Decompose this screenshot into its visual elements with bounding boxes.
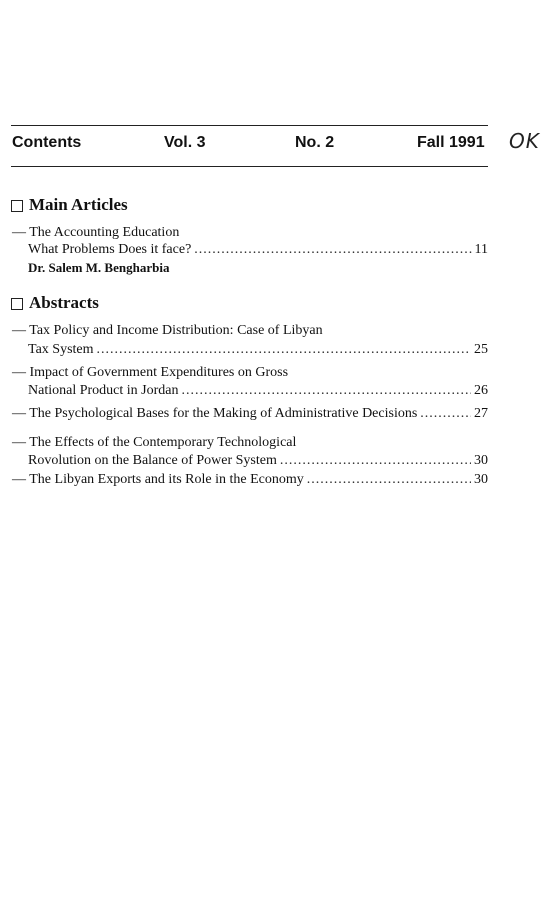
- toc-entry-line[interactable]: [28, 452, 488, 470]
- abstracts-heading: [11, 292, 99, 314]
- toc-entry-line[interactable]: [28, 241, 488, 259]
- abstracts-heading-text: Abstracts: [29, 293, 99, 312]
- leader-dots: [420, 405, 471, 423]
- number-label: No. 2: [295, 134, 335, 151]
- toc-entry-text: — The Libyan Exports and its Role in the Economy: [12, 472, 304, 487]
- checkbox-square-icon: [11, 200, 23, 212]
- header-bottom-rule: [11, 166, 488, 167]
- toc-entry-text: Tax System: [28, 342, 94, 357]
- leader-dots: [307, 471, 471, 489]
- toc-entry-text: National Product in Jordan: [28, 383, 179, 398]
- handwritten-note: OK: [509, 129, 540, 153]
- toc-entry-title-line: — Impact of Government Expenditures on Gross: [12, 365, 289, 380]
- toc-entry-line[interactable]: [28, 382, 488, 400]
- toc-entry-text: Rovolution on the Balance of Power System: [28, 453, 277, 468]
- contents-label: Contents: [12, 134, 82, 151]
- leader-dots: [181, 382, 471, 400]
- checkbox-square-icon: [11, 298, 23, 310]
- leader-dots: [194, 241, 471, 259]
- page-number: 30: [474, 453, 488, 468]
- main-articles-heading-text: Main Articles: [29, 195, 128, 214]
- toc-entry-title-line: — The Accounting Education: [12, 225, 180, 240]
- page-number: 27: [474, 406, 488, 421]
- toc-entry-title-line: — Tax Policy and Income Distribution: Case of Libyan: [12, 323, 323, 338]
- author-name: Dr. Salem M. Bengharbia: [28, 260, 170, 275]
- toc-entry-title-line: — The Effects of the Contemporary Technological: [12, 435, 297, 450]
- toc-entry-line[interactable]: [28, 341, 488, 359]
- leader-dots: [97, 341, 471, 359]
- toc-entry-line[interactable]: [12, 471, 488, 489]
- toc-entry-text: — The Psychological Bases for the Making of Administrative Decisions: [12, 406, 418, 421]
- page-number: 30: [474, 472, 488, 487]
- volume-label: Vol. 3: [164, 134, 206, 151]
- toc-entry-line[interactable]: [12, 405, 488, 423]
- leader-dots: [280, 452, 471, 470]
- header-top-rule: [11, 125, 488, 126]
- page-number: 25: [474, 342, 488, 357]
- toc-entry-text: What Problems Does it face?: [28, 242, 192, 257]
- issue-label: Fall 1991: [417, 134, 485, 151]
- page-number: 26: [474, 383, 488, 398]
- main-articles-heading: [11, 194, 128, 216]
- page-number: 11: [474, 242, 488, 257]
